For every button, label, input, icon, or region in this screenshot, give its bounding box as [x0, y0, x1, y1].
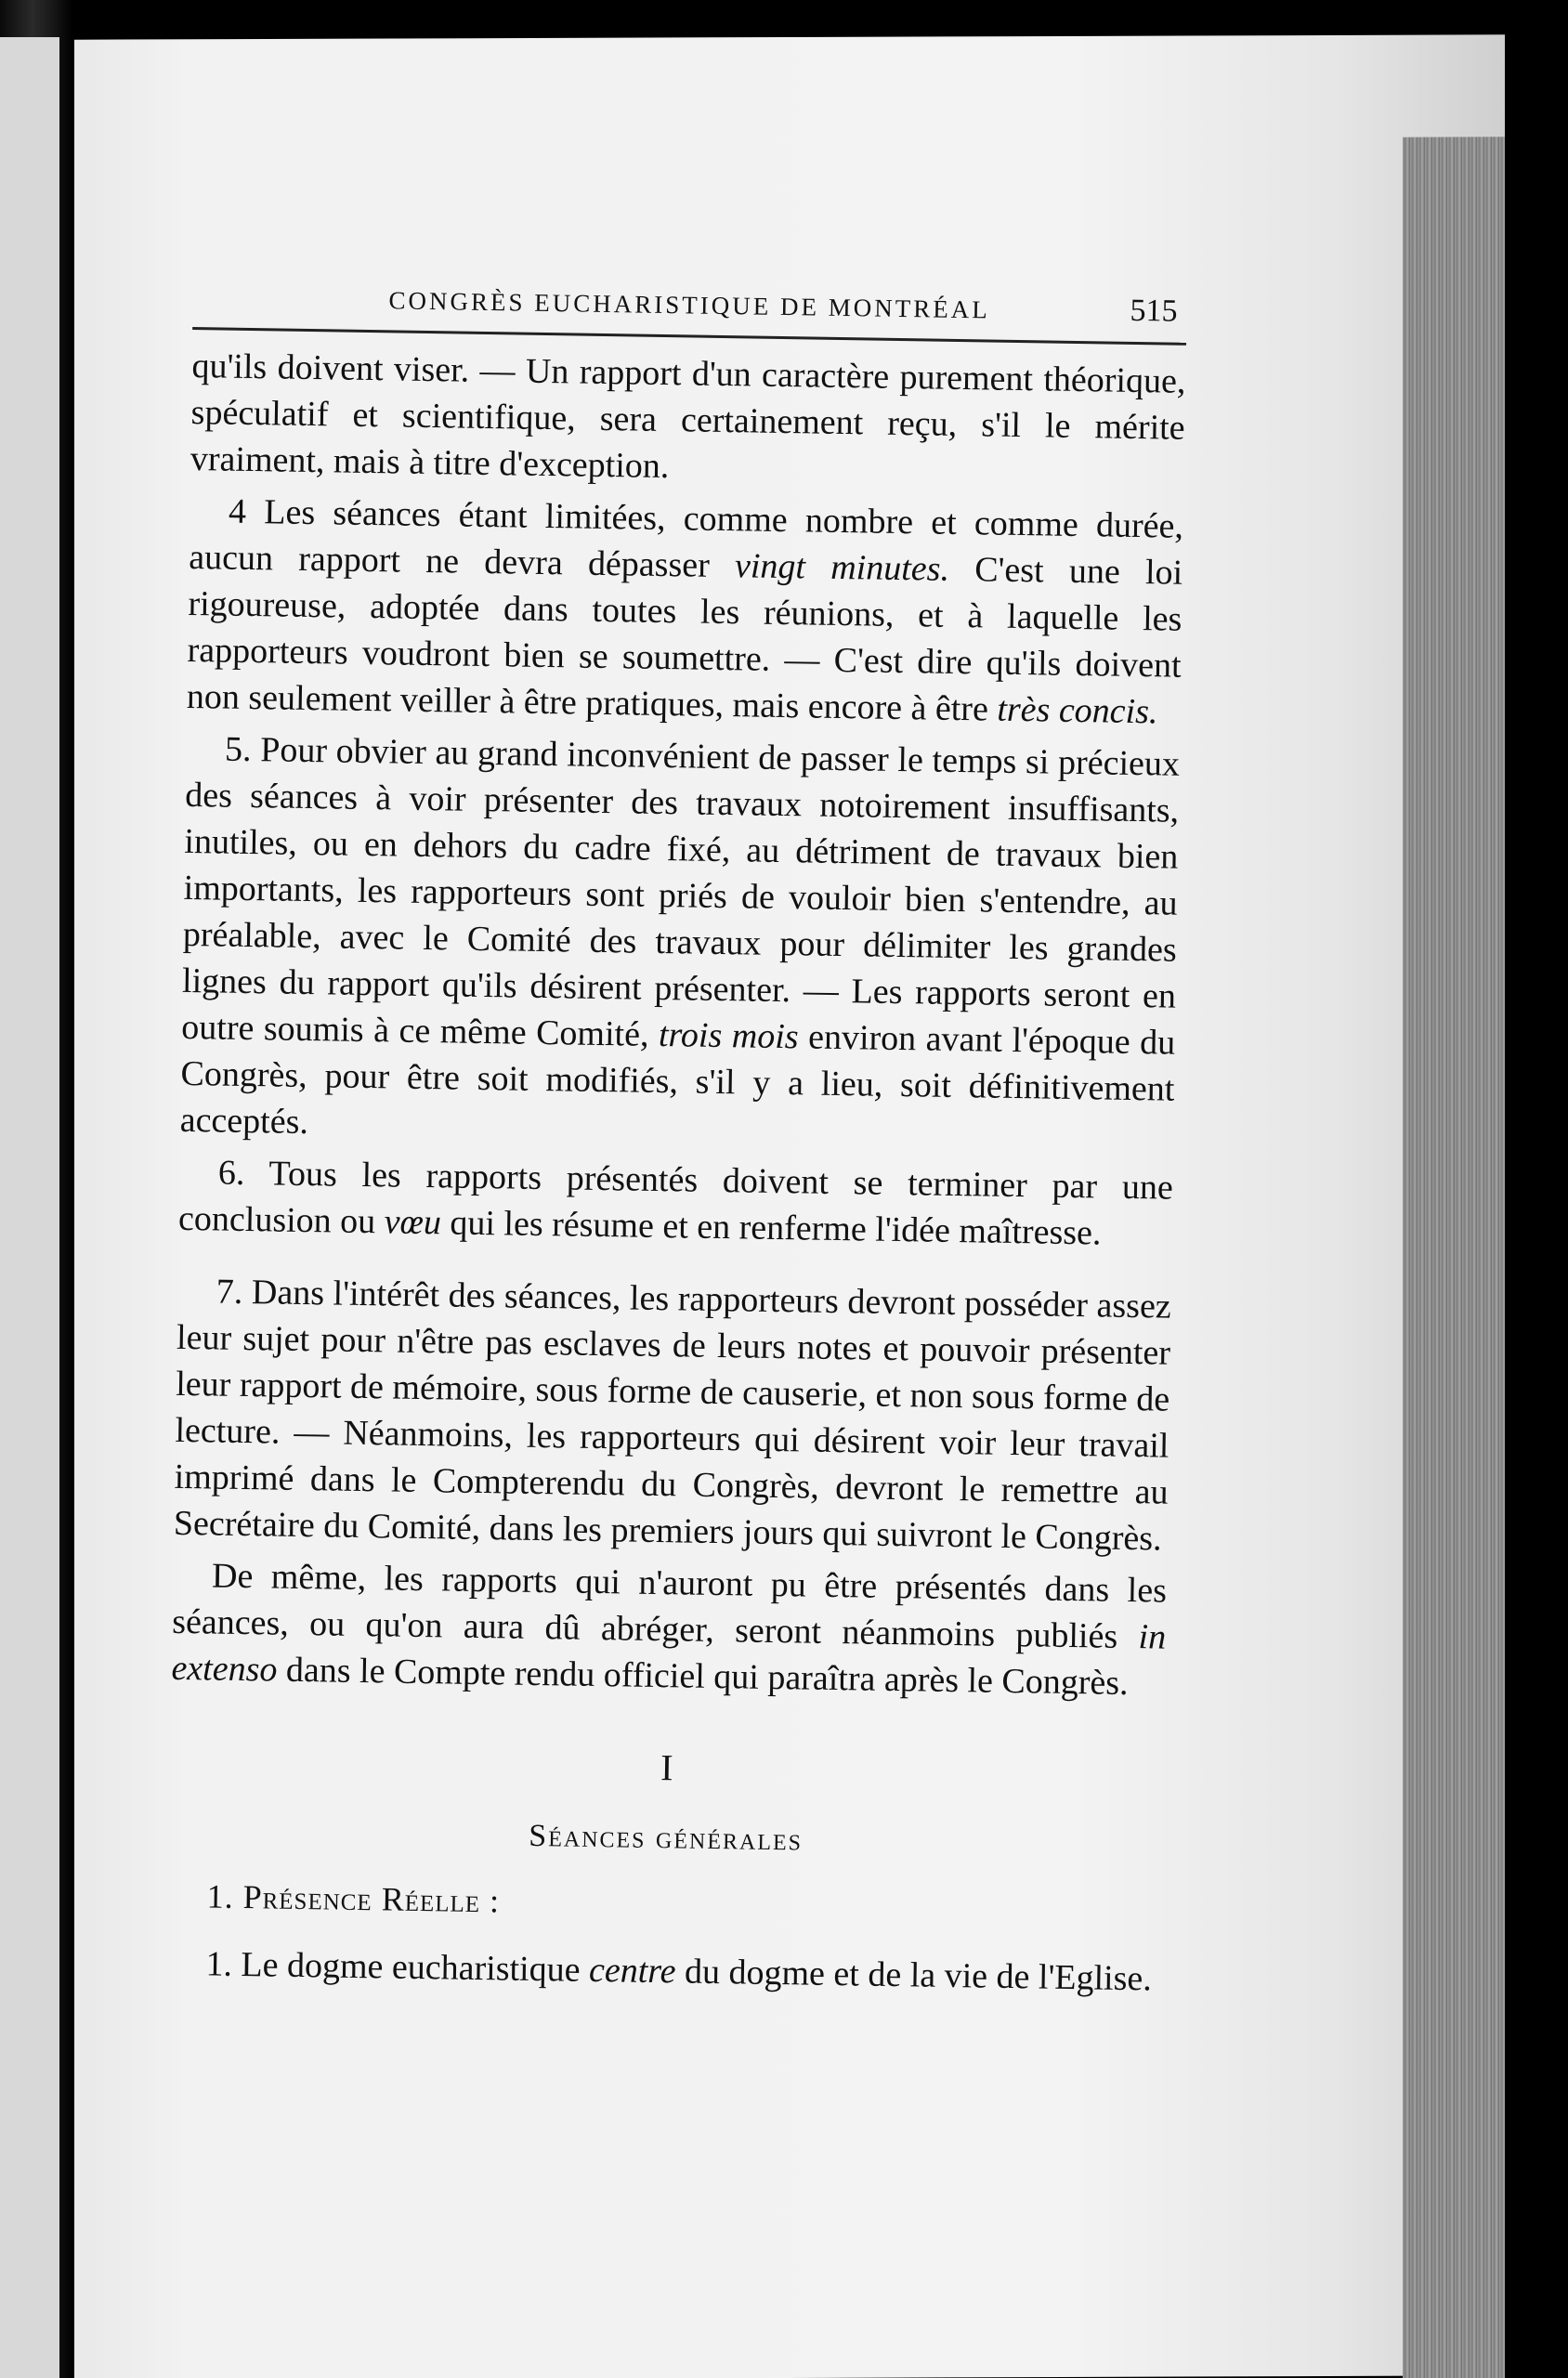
paragraph-rule-5: 5. Pour obvier au grand inconvénient de passer le temps si précieux des séances à voir présenter des travaux notoirement insuffisants, inutiles, ou en dehors du cadre fixé, au détriment de travaux bien importants, les rapporteurs sont priés de vouloir bien s'entendre, au préalable, avec le Comité des travaux pour délimiter les grandes lignes du rapport qu'ils désirent présenter. — Les rapports seront en outre soumis à ce même Comité, trois mois environ avant l'époque du Congrès, pour être soit modifiés, s'il y a lieu, soit définitivement acceptés. [179, 729, 1181, 1143]
paragraph-de-meme: De même, les rapports qui n'auront pu être présentés dans les séances, ou qu'on aura dû abréger, seront néanmoins publiés in extenso dans le Compte rendu officiel qui paraîtra après le Congrès. [171, 1556, 1168, 1703]
running-title: CONGRÈS EUCHARISTIQUE DE MONTRÉAL [388, 286, 990, 324]
page-number: 515 [1130, 293, 1178, 329]
facing-page-edge [0, 37, 59, 2378]
paragraph-1: qu'ils doivent viser. — Un rapport d'un caractère purement théorique, spéculatif et scientifique, sera certainement reçu, s'il le mérite vraiment, mais à titre d'exception. [189, 346, 1186, 487]
section-number: I [660, 1746, 673, 1789]
page-text-block [166, 279, 1187, 2004]
paragraph-rule-7: 7. Dans l'intérêt des séances, les rapporteurs devront posséder assez leur sujet pour n'être pas esclaves de leurs notes et pouvoir présenter leur rapport de mémoire, sous forme de causerie, et non sous forme de lecture. — Néanmoins, les rapporteurs qui désirent voir leur travail imprimé dans le Compterendu du Congrès, devront le remettre au Secrétaire du Comité, dans les premiers jours qui suivront le Congrès. [173, 1272, 1172, 1559]
paragraph-rule-6: 6. Tous les rapports présentés doivent se terminer par une conclusion ou vœu qui les résume et en renferme l'idée maîtresse. [177, 1153, 1174, 1253]
list-item: 1. Le dogme eucharistique centre du dogme et de la vie de l'Eglise. [205, 1944, 1153, 1999]
page-edges-stack [1403, 137, 1505, 2378]
subheading-presence-reelle: 1. Présence Réelle : [206, 1877, 501, 1920]
paragraph-rule-4: 4 Les séances étant limitées, comme nombre et comme durée, aucun rapport ne devra dépasser vingt minutes. C'est une loi rigoureuse, adoptée dans toutes les réunions, et à laquelle les rapporteurs voudront bien se soumettre. — C'est dire qu'ils doivent non seulement veiller à être pratiques, mais encore à être très concis. [186, 491, 1184, 732]
section-title: Séances générales [529, 1818, 804, 1858]
